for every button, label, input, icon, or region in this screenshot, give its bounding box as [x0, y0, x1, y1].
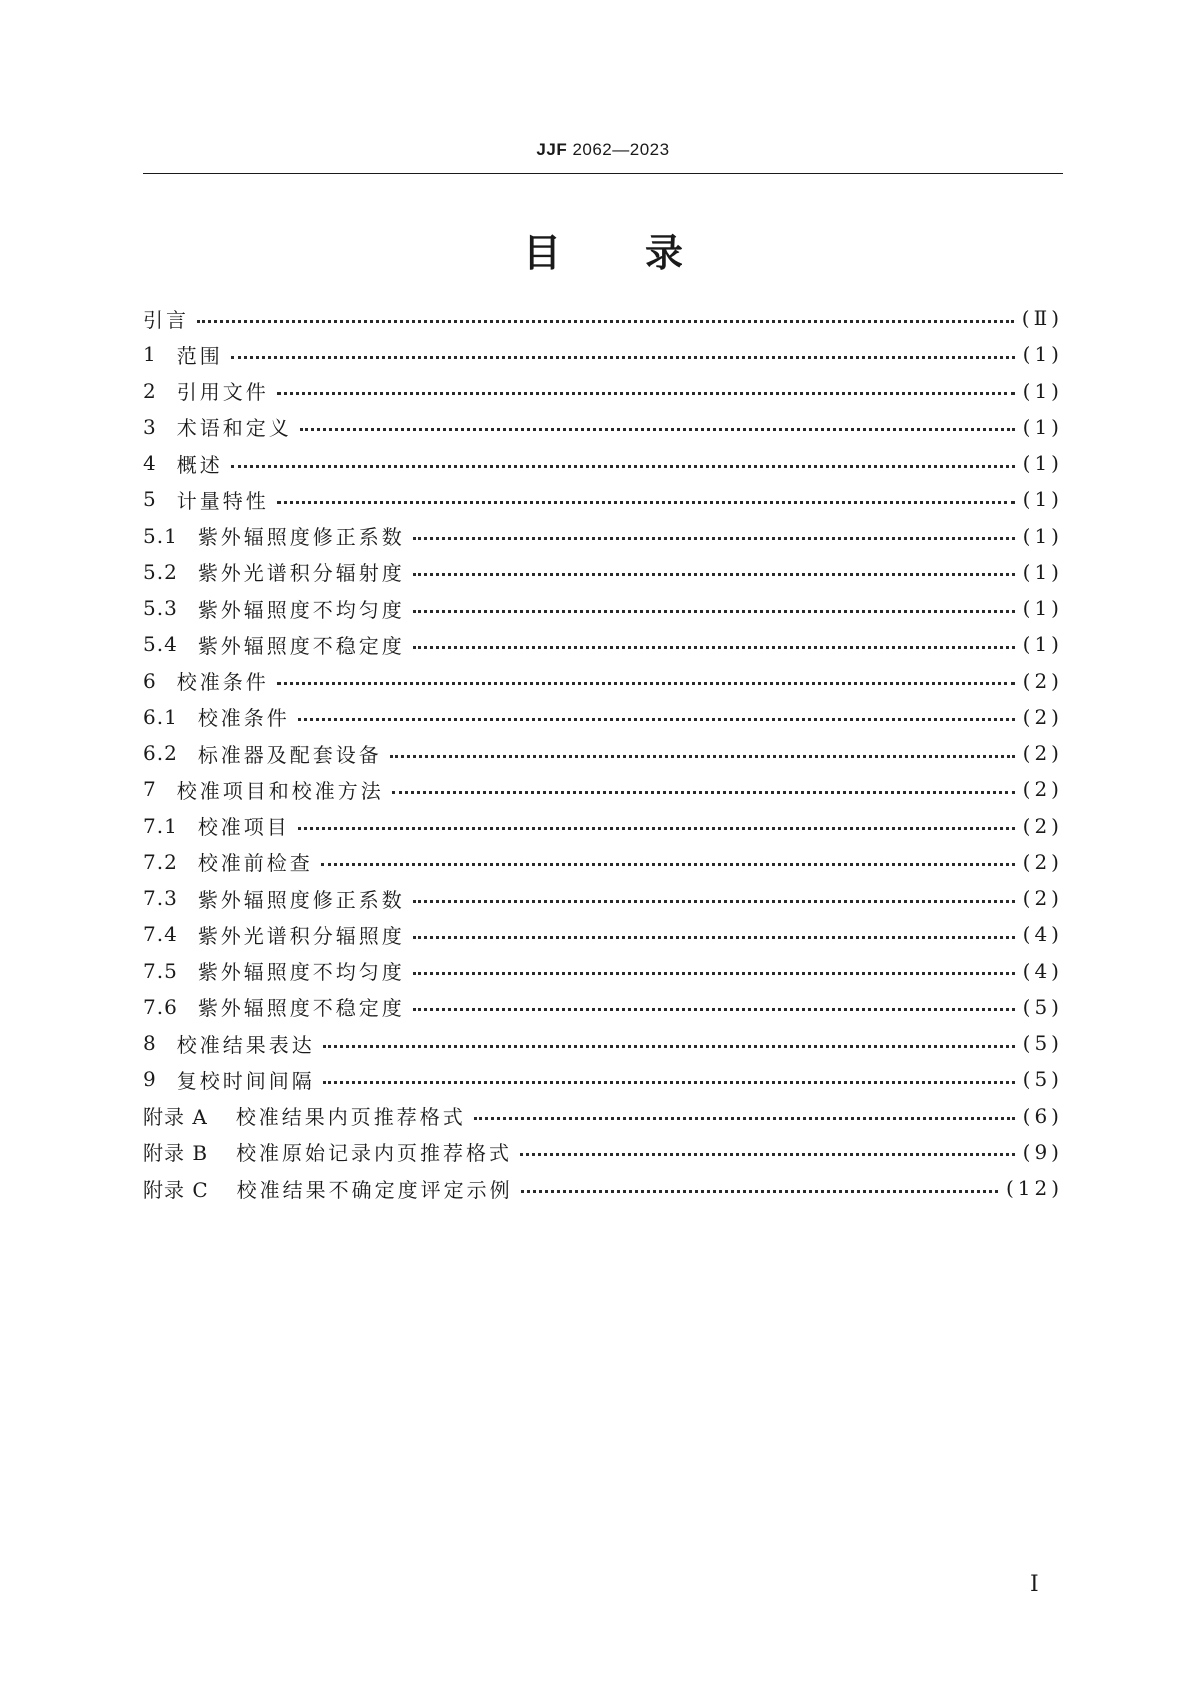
toc-entry[interactable]: [143, 1061, 1063, 1097]
toc-entry-label: 校准结果表达: [176, 1032, 315, 1057]
toc-entry-label: 校准项目: [197, 815, 290, 840]
toc-entry[interactable]: [143, 590, 1063, 626]
toc-entry-page: (1): [1022, 451, 1063, 476]
toc-entry-number: 5.4: [143, 632, 178, 657]
toc-entry-page: (Ⅱ): [1021, 306, 1063, 331]
toc-entry-number: 6.2: [143, 741, 178, 766]
toc-entry-label: 紫外辐照度不稳定度: [197, 996, 405, 1021]
toc-entry-page: (2): [1022, 813, 1063, 838]
toc-dot-leader: [413, 646, 1015, 649]
toc-dot-leader: [298, 827, 1015, 830]
toc-entry[interactable]: [143, 445, 1063, 481]
toc-entry[interactable]: [143, 626, 1063, 662]
toc-entry-number: 附录 B: [143, 1141, 209, 1166]
toc-entry-number: 7.2: [143, 849, 178, 874]
toc-entry-page: (5): [1022, 994, 1063, 1019]
standard-number: 2062—2023: [572, 140, 670, 159]
toc-entry-page: (1): [1022, 414, 1063, 439]
toc-entry-number: 7.4: [143, 922, 178, 947]
toc-entry-number: 5: [143, 487, 157, 512]
toc-entry[interactable]: [143, 1170, 1063, 1206]
toc-entry[interactable]: [143, 771, 1063, 807]
page-number: I: [1030, 1572, 1039, 1597]
toc-entry-page: (1): [1022, 378, 1063, 403]
toc-entry-page: (2): [1022, 741, 1063, 766]
toc-entry-label: 引用文件: [176, 380, 269, 405]
toc-entry-page: (6): [1022, 1103, 1063, 1128]
toc-entry[interactable]: [143, 808, 1063, 844]
toc-entry[interactable]: [143, 373, 1063, 409]
toc-entry-page: (1): [1022, 342, 1063, 367]
toc-entry-page: (1): [1022, 523, 1063, 548]
toc-entry-label: 紫外辐照度修正系数: [197, 887, 405, 912]
toc-entry-page: (9): [1022, 1139, 1063, 1164]
toc-entry-number: 附录 A: [143, 1105, 208, 1130]
toc-dot-leader: [413, 972, 1015, 975]
toc-entry[interactable]: [143, 989, 1063, 1025]
toc-entry-number: 8: [143, 1031, 157, 1056]
toc-dot-leader: [390, 755, 1015, 758]
toc-entry-label: 概述: [176, 452, 223, 477]
toc-entry-label: 紫外光谱积分辐射度: [197, 561, 405, 586]
toc-entry-number: 7.5: [143, 958, 178, 983]
toc-entry-number: 6.1: [143, 704, 178, 729]
toc-entry-page: (2): [1022, 849, 1063, 874]
toc-entry-label: 校准条件: [176, 670, 269, 695]
toc-entry-label: 紫外光谱积分辐照度: [197, 923, 405, 948]
toc-entry[interactable]: [143, 336, 1063, 372]
toc-entry-number: 7.1: [143, 813, 178, 838]
toc-dot-leader: [413, 537, 1015, 540]
toc-dot-leader: [321, 863, 1015, 866]
toc-entry-label: 校准前检查: [197, 851, 313, 876]
toc-entry-page: (1): [1022, 596, 1063, 621]
toc-entry[interactable]: [143, 916, 1063, 952]
toc-entry-page: (2): [1022, 777, 1063, 802]
toc-entry-page: (1): [1022, 632, 1063, 657]
toc-entry-label: 引言: [143, 307, 189, 332]
toc-entry-page: (5): [1022, 1031, 1063, 1056]
toc-entry[interactable]: [143, 481, 1063, 517]
toc-dot-leader: [520, 1153, 1015, 1156]
toc-entry-number: 1: [143, 342, 157, 367]
toc-entry-label: 校准结果不确定度评定示例: [236, 1177, 513, 1202]
toc-dot-leader: [277, 501, 1015, 504]
toc-dot-leader: [323, 1081, 1015, 1084]
toc-dot-leader: [277, 682, 1015, 685]
toc-entry-number: 4: [143, 451, 157, 476]
toc-entry-page: (5): [1022, 1067, 1063, 1092]
toc-entry[interactable]: [143, 1025, 1063, 1061]
toc-entry-page: (2): [1022, 704, 1063, 729]
toc-entry-label: 校准结果内页推荐格式: [235, 1105, 466, 1130]
toc-dot-leader: [298, 718, 1015, 721]
toc-entry-label: 术语和定义: [176, 416, 292, 441]
toc-entry-page: (2): [1022, 886, 1063, 911]
toc-entry-page: (1): [1022, 559, 1063, 584]
header-rule: [143, 173, 1063, 174]
standard-prefix: JJF: [536, 140, 568, 159]
toc-entry[interactable]: [143, 518, 1063, 554]
toc-entry[interactable]: [143, 409, 1063, 445]
page-title: 目录: [522, 231, 767, 275]
toc-entry-label: 紫外辐照度不稳定度: [197, 633, 405, 658]
toc-entry[interactable]: [143, 735, 1063, 771]
toc-entry-label: 校准原始记录内页推荐格式: [236, 1141, 513, 1166]
toc-entry-number: 7: [143, 777, 157, 802]
toc-entry-number: 6: [143, 668, 157, 693]
toc-dot-leader: [392, 791, 1015, 794]
toc-entry-number: 9: [143, 1067, 157, 1092]
toc-entry-number: 2: [143, 378, 157, 403]
toc-dot-leader: [413, 936, 1015, 939]
toc-dot-leader: [197, 320, 1014, 323]
toc-entry-number: 5.3: [143, 596, 178, 621]
toc-entry[interactable]: [143, 300, 1063, 336]
toc-entry-page: (4): [1022, 922, 1063, 947]
toc-entry-label: 紫外辐照度不均匀度: [197, 960, 405, 985]
table-of-contents: [143, 300, 1063, 1206]
document-header: [143, 140, 1063, 160]
toc-entry[interactable]: [143, 1134, 1063, 1170]
toc-dot-leader: [413, 610, 1015, 613]
toc-entry-number: 附录 C: [143, 1177, 209, 1202]
toc-entry-label: 范围: [176, 343, 223, 368]
toc-entry[interactable]: [143, 1098, 1063, 1134]
toc-dot-leader: [474, 1117, 1015, 1120]
toc-entry-page: (1): [1022, 487, 1063, 512]
toc-entry[interactable]: [143, 554, 1063, 590]
toc-dot-leader: [323, 1045, 1015, 1048]
toc-entry[interactable]: [143, 880, 1063, 916]
toc-dot-leader: [231, 356, 1015, 359]
toc-entry[interactable]: [143, 699, 1063, 735]
toc-entry-label: 校准条件: [197, 706, 290, 731]
toc-dot-leader: [413, 573, 1015, 576]
toc-entry[interactable]: [143, 663, 1063, 699]
toc-entry[interactable]: [143, 844, 1063, 880]
toc-dot-leader: [300, 428, 1015, 431]
toc-entry-label: 复校时间间隔: [176, 1068, 315, 1093]
toc-entry-page: (12): [1005, 1176, 1063, 1201]
toc-entry[interactable]: [143, 953, 1063, 989]
toc-entry-number: 5.1: [143, 523, 178, 548]
toc-dot-leader: [413, 1008, 1015, 1011]
toc-dot-leader: [277, 392, 1015, 395]
toc-dot-leader: [521, 1190, 998, 1193]
toc-entry-label: 标准器及配套设备: [197, 742, 382, 767]
toc-entry-number: 7.3: [143, 886, 178, 911]
toc-entry-label: 校准项目和校准方法: [176, 778, 384, 803]
toc-entry-page: (2): [1022, 668, 1063, 693]
toc-dot-leader: [231, 465, 1015, 468]
toc-entry-label: 计量特性: [176, 488, 269, 513]
toc-entry-label: 紫外辐照度不均匀度: [197, 597, 405, 622]
toc-dot-leader: [413, 900, 1015, 903]
toc-entry-page: (4): [1022, 958, 1063, 983]
toc-entry-number: 7.6: [143, 994, 178, 1019]
toc-entry-number: 5.2: [143, 559, 178, 584]
toc-entry-number: 3: [143, 414, 157, 439]
toc-entry-label: 紫外辐照度修正系数: [197, 525, 405, 550]
